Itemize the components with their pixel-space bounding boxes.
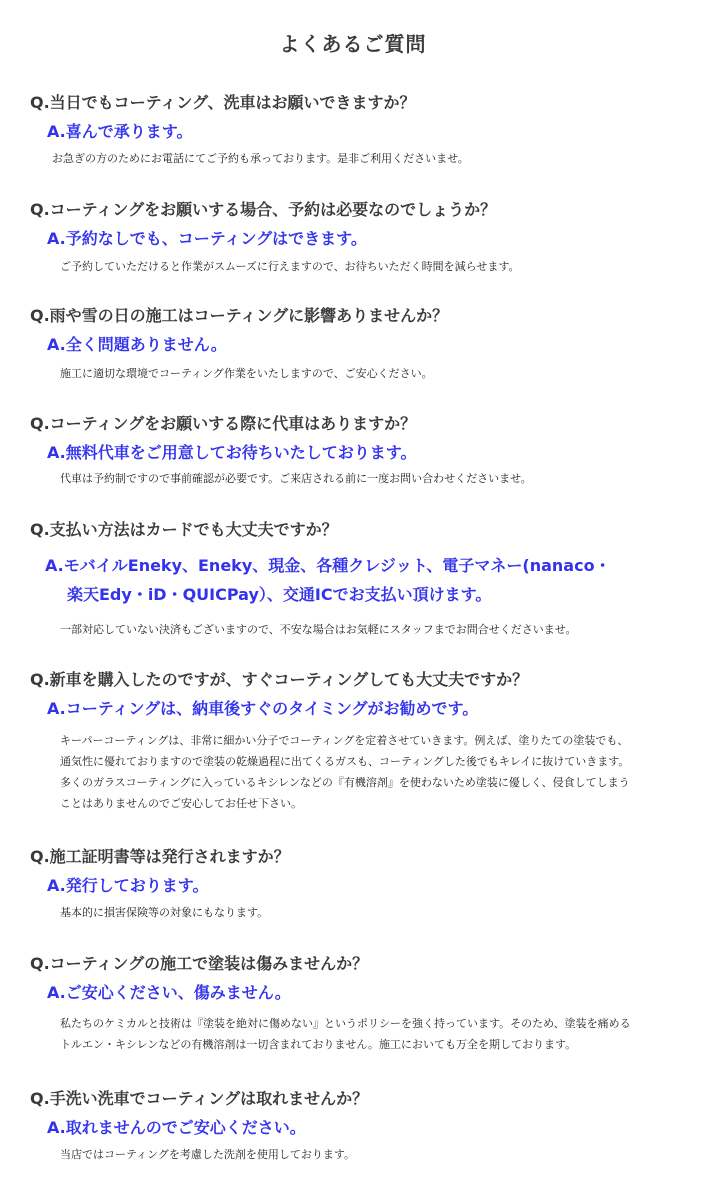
- faq-answer-detail-line: トルエン・キシレンなどの有機溶剤は一切含まれておりません。施工においても万全を期しております。: [60, 1038, 577, 1051]
- faq-answer-detail: [60, 1013, 700, 1055]
- faq-answer-detail-line: キーパーコーティングは、非常に細かい分子でコーティングを定着させていきます。例えば、塗りたての塗装でも、: [60, 734, 629, 747]
- faq-answer-detail: 一部対応していない決済もございますので、不安な場合はお気軽にスタッフまでお問合せくださいませ。: [60, 623, 577, 636]
- faq-answer: A.全く問題ありません。: [47, 335, 227, 354]
- faq-answer-detail: [60, 730, 700, 814]
- page-title: よくあるご質問: [279, 32, 427, 56]
- faq-answer-detail: 基本的に損害保険等の対象にもなります。: [60, 906, 269, 919]
- faq-question: Q.コーティングをお願いする場合、予約は必要なのでしょうか？: [30, 200, 497, 219]
- faq-answer: A.ご安心ください、傷みません。: [47, 983, 291, 1002]
- faq-answer-detail: お急ぎの方のためにお電話にてご予約も承っております。是非ご利用くださいませ。: [52, 152, 469, 165]
- faq-question: Q.当日でもコーティング、洗車はお願いできますか？: [30, 93, 416, 112]
- faq-answer-detail-line: 通気性に優れておりますので塗装の乾燥過程に出てくるガスも、コーティングした後でもキレイに抜けていきます。: [60, 755, 630, 768]
- faq-answer-detail: ご予約していただけると作業がスムーズに行えますので、お待ちいただく時間を減らせます。: [60, 260, 520, 273]
- faq-answer-detail-line: 多くのガラスコーティングに入っているキシレンなどの『有機溶剤』を使わないため塗装に優しく、侵食してしまう: [60, 776, 630, 789]
- faq-answer: A.取れませんのでご安心ください。: [47, 1118, 306, 1137]
- faq-question: Q.施工証明書等は発行されますか？: [30, 847, 290, 866]
- faq-answer: A.コーティングは、納車後すぐのタイミングがお勧めです。: [47, 699, 479, 718]
- faq-question: Q.手洗い洗車でコーティングは取れませんか？: [30, 1089, 369, 1108]
- faq-answer-detail-line: 私たちのケミカルと技術は『塗装を絶対に傷めない』というポリシーを強く持っています。そのため、塗装を痛める: [60, 1017, 631, 1030]
- faq-answer: A.発行しております。: [47, 876, 209, 895]
- faq-answer-line: A.モバイルEneky、Eneky、現金、各種クレジット、電子マネー(nanaco・: [45, 556, 611, 575]
- faq-answer-detail: 当店ではコーティングを考慮した洗剤を使用しております。: [60, 1148, 356, 1161]
- faq-answer-detail: 代車は予約制ですので事前確認が必要です。ご来店される前に一度お問い合わせくださいませ。: [60, 472, 532, 485]
- faq-answer: [45, 551, 685, 609]
- faq-answer: A.無料代車をご用意してお待ちいたしております。: [47, 443, 417, 462]
- faq-question: Q.支払い方法はカードでも大丈夫ですか？: [30, 520, 338, 539]
- faq-answer: A.喜んで承ります。: [47, 122, 193, 141]
- faq-answer-detail-line: ことはありませんのでご安心してお任せ下さい。: [60, 797, 302, 810]
- faq-question: Q.新車を購入したのですが、すぐコーティングしても大丈夫ですか？: [30, 670, 529, 689]
- faq-answer-detail: 施工に適切な環境でコーティング作業をいたしますので、ご安心ください。: [60, 367, 433, 380]
- faq-question: Q.コーティングの施工で塗装は傷みませんか？: [30, 954, 369, 973]
- faq-question: Q.コーティングをお願いする際に代車はありますか？: [30, 414, 417, 433]
- faq-question: Q.雨や雪の日の施工はコーティングに影響ありませんか？: [30, 306, 449, 325]
- faq-answer-line: 楽天Edy・iD・QUICPay）、交通ICでお支払い頂けます。: [67, 585, 492, 604]
- faq-answer: A.予約なしでも、コーティングはできます。: [47, 229, 367, 248]
